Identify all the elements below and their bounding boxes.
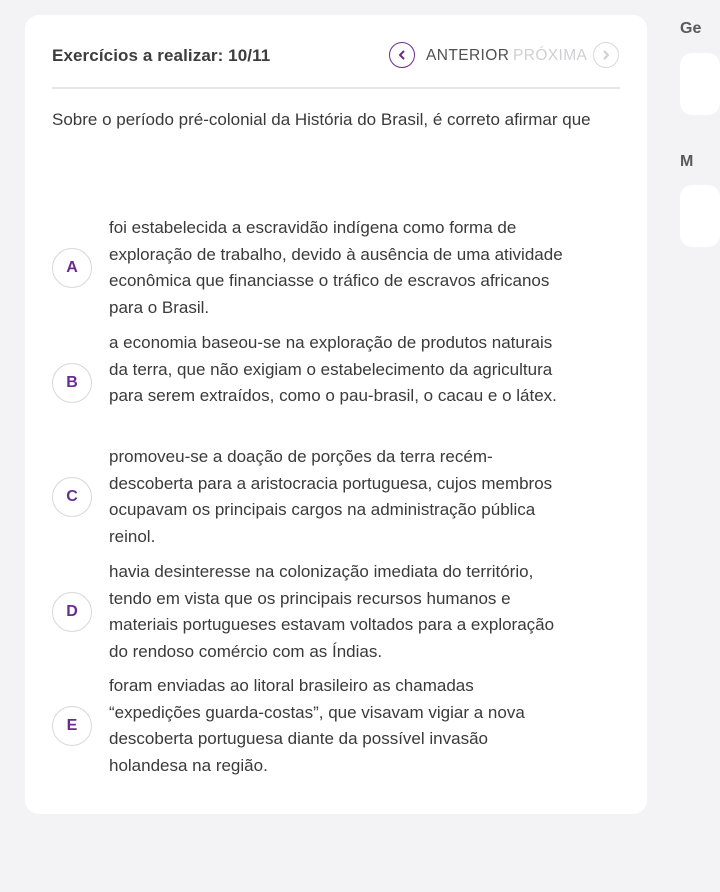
option-text[interactable]: a economia baseou-se na exploração de produtos naturais da terra, que não exigiam o estabelecimento da agricultura para serem extraídos, como o pau-brasil, o cacau e o látex. (109, 333, 557, 405)
header-divider (52, 87, 620, 89)
option-letter-badge[interactable]: C (52, 477, 92, 517)
next-button (593, 42, 619, 68)
option-text[interactable]: havia desinteresse na colonização imediata do território, tendo em vista que os principais recursos humanos e materiais portugueses estavam voltados para a exploração do rendoso comércio com as Índias. (109, 562, 555, 661)
option-letter-badge[interactable]: E (52, 706, 92, 746)
option-text[interactable]: promoveu-se a doação de porções da terra recém-descoberta para a aristocracia portuguesa, cujos membros ocupavam os principais cargos na administração pública reinol. (109, 447, 553, 546)
chevron-right-icon (600, 49, 612, 61)
option-text[interactable]: foi estabelecida a escravidão indígena como forma de exploração de trabalho, devido à ausência de uma atividade econômica que financiasse o tráfico de escravos africanos para o Brasil. (109, 218, 563, 317)
sidebar-heading-2: M (680, 153, 694, 170)
option-letter-badge[interactable]: B (52, 363, 92, 403)
previous-button[interactable] (389, 42, 415, 68)
option-letter-badge[interactable]: A (52, 248, 92, 288)
sidebar-heading-1: Ge (680, 20, 702, 37)
exercise-header (52, 40, 620, 72)
next-label: PRÓXIMA (513, 47, 588, 64)
chevron-left-icon (396, 49, 408, 61)
question-text: Sobre o período pré-colonial da História do Brasil, é correto afirmar que (52, 110, 591, 129)
sidebar-card-1[interactable] (680, 53, 720, 115)
option-letter-badge[interactable]: D (52, 592, 92, 632)
exercise-card (25, 15, 647, 814)
exercise-counter: Exercícios a realizar: 10/11 (52, 46, 271, 65)
previous-label[interactable]: ANTERIOR (426, 47, 510, 64)
option-text[interactable]: foram enviadas ao litoral brasileiro as chamadas “expedições guarda-costas”, que visavam vigiar a nova descoberta portuguesa diante da possível invasão holandesa na região. (109, 676, 525, 775)
sidebar-card-2[interactable] (680, 185, 720, 247)
